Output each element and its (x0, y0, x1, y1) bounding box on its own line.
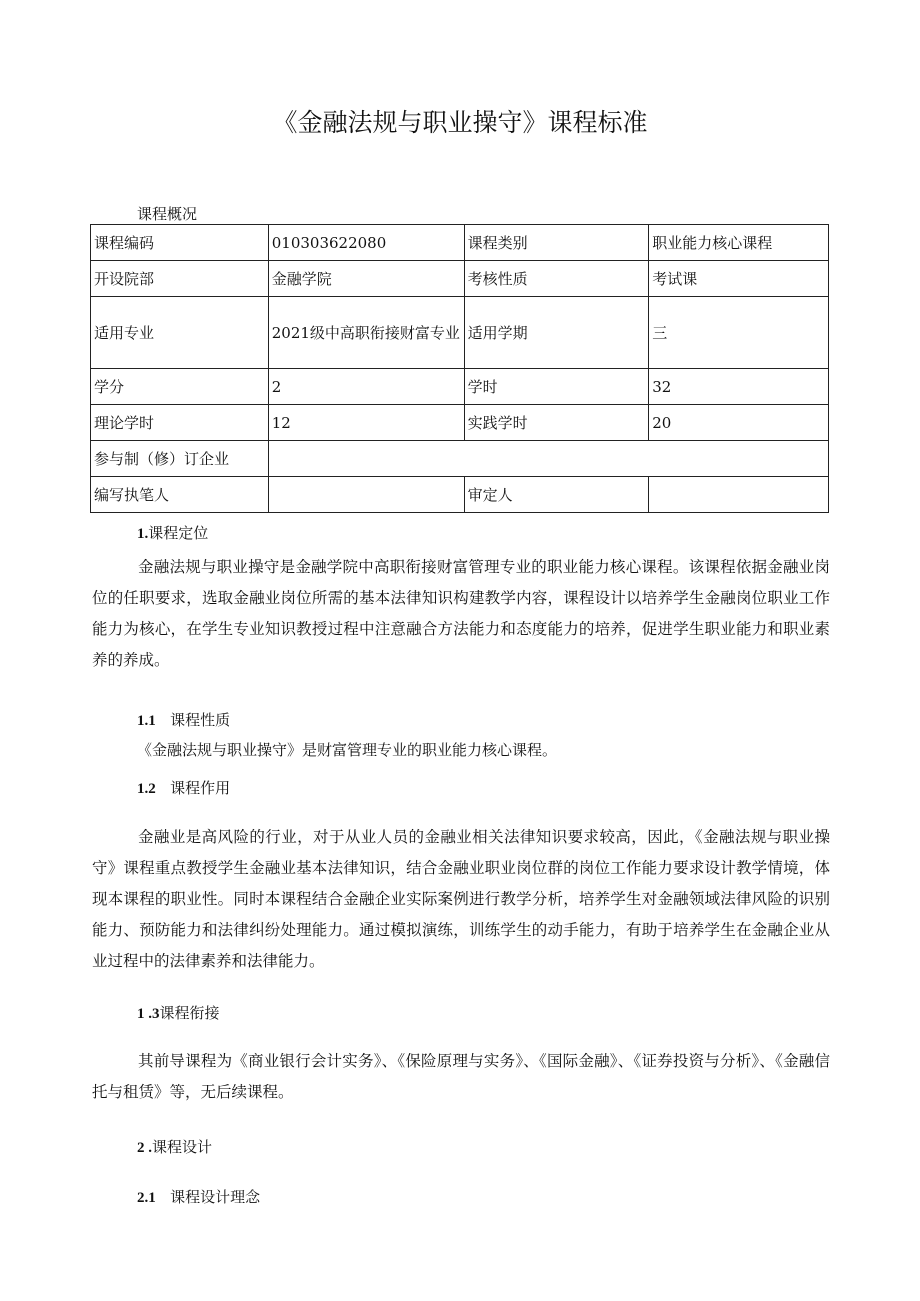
writer-value (268, 477, 464, 513)
enterprise-value (268, 441, 828, 477)
table-row (91, 477, 829, 513)
section-number: 2 . (137, 1140, 152, 1156)
enterprise-label: 参与制（修）订企业 (91, 441, 269, 477)
section-title: 课程衔接 (159, 1004, 220, 1022)
course-type-label: 课程类别 (464, 225, 649, 261)
credit-label: 学分 (91, 369, 269, 405)
section-heading-2-1 (137, 1186, 260, 1207)
term-value: 三 (649, 297, 829, 369)
hours-label: 学时 (464, 369, 649, 405)
table-row (91, 261, 829, 297)
table-row (91, 297, 829, 369)
paragraph-course-positioning: 金融法规与职业操守是金融学院中高职衔接财富管理专业的职业能力核心课程。该课程依据金融业岗位的任职要求，选取金融业岗位所需的基本法律知识构建教学内容，课程设计以培养学生金融岗位职业工作能力为核心，在学生专业知识教授过程中注意融合方法能力和态度能力的培养，促进学生职业能力和职业素养的养成。 (92, 558, 830, 669)
section-number: 1.1 (137, 713, 156, 729)
exam-label: 考核性质 (464, 261, 649, 297)
course-code-value: 010303622080 (268, 225, 464, 261)
section-title: 课程作用 (170, 779, 231, 797)
overview-label: 课程概况 (137, 205, 198, 223)
dept-label: 开设院部 (91, 261, 269, 297)
section-number: 1.2 (137, 781, 156, 797)
section-heading-2 (137, 1136, 212, 1157)
section-title: 课程设计 (152, 1138, 213, 1156)
theory-value: 12 (268, 405, 464, 441)
dept-value: 金融学院 (268, 261, 464, 297)
course-overview-table (90, 224, 829, 513)
major-label: 适用专业 (91, 297, 269, 369)
exam-value: 考试课 (649, 261, 829, 297)
paragraph-course-role: 金融业是高风险的行业，对于从业人员的金融业相关法律知识要求较高，因此，《金融法规与职业操守》课程重点教授学生金融业基本法律知识，结合金融业职业岗位群的岗位工作能力要求设计教学情境，体现本课程的职业性。同时本课程结合金融企业实际案例进行教学分析，培养学生对金融领域法律风险的识别能力、预防能力和法律纠纷处理能力。通过模拟演练，训练学生的动手能力，有助于培养学生在金融企业从业过程中的法律素养和法律能力。 (92, 828, 830, 970)
credit-value: 2 (268, 369, 464, 405)
practice-label: 实践学时 (464, 405, 649, 441)
table-row (91, 369, 829, 405)
table-row (91, 441, 829, 477)
major-value: 2021级中高职衔接财富专业 (268, 297, 464, 369)
reviewer-label: 审定人 (464, 477, 649, 513)
hours-value: 32 (649, 369, 829, 405)
section-heading-1 (137, 522, 208, 543)
section-number: 1. (137, 526, 149, 542)
section-number: 2.1 (137, 1190, 156, 1206)
term-label: 适用学期 (464, 297, 649, 369)
writer-label: 编写执笔人 (91, 477, 269, 513)
section-heading-1-3 (137, 1002, 220, 1023)
section-heading-1-1 (137, 709, 230, 730)
course-type-value: 职业能力核心课程 (649, 225, 829, 261)
section-title: 课程性质 (170, 711, 231, 729)
section-title: 课程定位 (148, 524, 209, 542)
section-number: 1 .3 (137, 1006, 160, 1022)
practice-value: 20 (649, 405, 829, 441)
paragraph-course-connection: 其前导课程为《商业银行会计实务》、《保险原理与实务》、《国际金融》、《证券投资与分析》、《金融信托与租赁》等，无后续课程。 (92, 1052, 830, 1101)
document-title: 《金融法规与职业操守》课程标准 (272, 108, 648, 137)
paragraph-course-nature: 《金融法规与职业操守》是财富管理专业的职业能力核心课程。 (137, 741, 558, 759)
theory-label: 理论学时 (91, 405, 269, 441)
table-row (91, 405, 829, 441)
table-row (91, 225, 829, 261)
reviewer-value (649, 477, 829, 513)
section-heading-1-2 (137, 777, 230, 798)
section-title: 课程设计理念 (170, 1188, 261, 1206)
course-code-label: 课程编码 (91, 225, 269, 261)
